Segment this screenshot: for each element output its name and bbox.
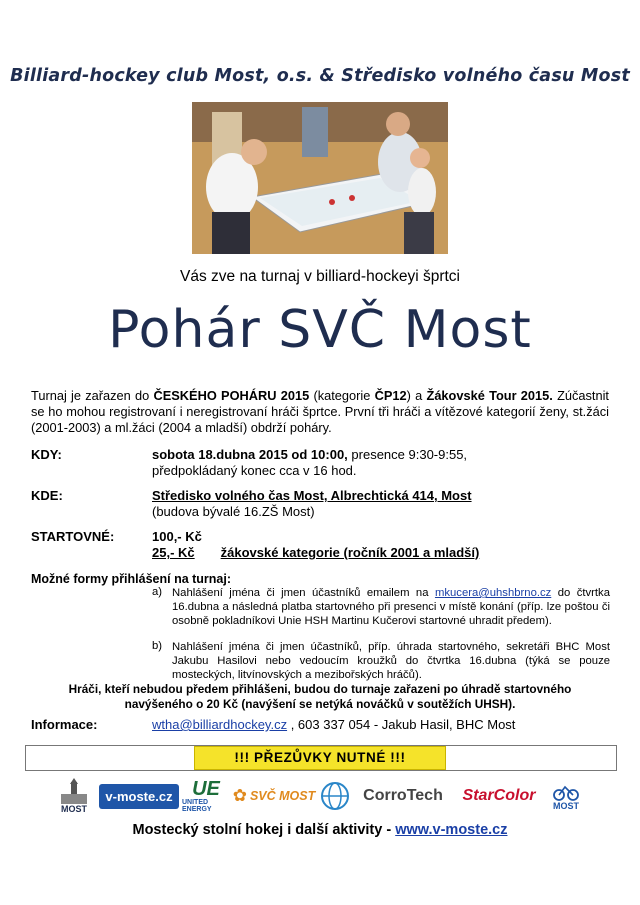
info-email-link[interactable]: wtha@billiardhockey.cz	[152, 717, 288, 732]
option-a-text1: Nahlášení jména či jmen účastníků emailem na	[172, 587, 435, 599]
united-energy-logo	[182, 777, 230, 815]
church-tower-icon	[59, 778, 89, 804]
footer	[0, 822, 640, 838]
info-contact: , 603 337 054 - Jakub Hasil, BHC Most	[287, 717, 516, 732]
most-sport-logo	[545, 777, 587, 815]
registration-heading: Možné formy přihlášení na turnaj:	[31, 572, 232, 586]
flower-icon: ✿	[232, 786, 247, 805]
globe-logo	[318, 777, 352, 815]
footer-link[interactable]: www.v-moste.cz	[395, 822, 508, 838]
late-registration-notice: Hráči, kteří nebudou předem přihlášeni, budou do turnaje zařazeni po úhradě startovného navýšeného o 20 Kč (navýšení se netýká nováčků v soutěžích UHSH).	[68, 682, 572, 711]
invite-text: Vás zve na turnaj v billiard-hockeyi šprtci	[180, 268, 460, 285]
intro-p2: (kategorie	[309, 388, 375, 403]
kdy-label: KDY:	[31, 447, 62, 462]
kde-label: KDE:	[31, 488, 63, 503]
starcolor-logo	[455, 777, 543, 815]
intro-p3: ) a	[406, 388, 427, 403]
kde-note: (budova bývalé 16.ZŠ Most)	[152, 504, 315, 519]
ue-text: UE	[192, 778, 220, 800]
kdy-end: předpokládaný konec cca v 16 hod.	[152, 463, 357, 478]
corrotech-logo	[354, 777, 452, 815]
price-junior: 25,- Kč	[152, 545, 195, 560]
kdy-presence: presence 9:30-9:55,	[347, 447, 468, 462]
option-a-text2: do čtvrtka 16.dubna a následná platba startovného při presenci v místě konání (příp. lze poštou či osobně pokladníkovi Unie HSH Martinu Kučerovi startovné uhradit předem).	[172, 587, 610, 627]
startovne-label: STARTOVNÉ:	[31, 529, 115, 544]
header-title: Billiard-hockey club Most, o.s. & Středisko volného času Most	[10, 66, 630, 86]
starcolor-text: StarColor	[462, 787, 536, 804]
intro-cup: ČESKÉHO POHÁRU 2015	[153, 388, 310, 403]
registration-email-link[interactable]: mkucera@uhshbrno.cz	[434, 587, 552, 599]
most-city-logo	[52, 777, 96, 815]
ue-sub-text: UNITED ENERGY	[182, 799, 212, 813]
globe-icon	[320, 781, 350, 811]
option-b-text: Nahlášení jména či jmen účastníků, příp. úhrada startovného, sekretáři BHC Most Jakubu Hasilovi nebo vedoucím kroužků do čtvrtka 16.dubna (týká se pouze mosteckých, litvínovských a mezibořských hráčů).	[172, 641, 610, 681]
option-a-mark: a)	[152, 586, 163, 598]
info-label: Informace:	[31, 717, 98, 732]
event-photo	[192, 102, 448, 254]
kde-value	[152, 488, 472, 520]
most2-text: MOST	[553, 801, 579, 811]
intro-p4: Zúčastnit se ho mohou registrovaní i neregistrovaní hráči šprtce. První tři hráči a vítězové kategorií ženy, st.žáci (2001-2003) a ml.žáci (2004 a mladší) obdrží poháry.	[31, 388, 609, 435]
intro-paragraph	[31, 388, 609, 436]
intro-tour: Žákovské Tour 2015.	[426, 388, 553, 403]
most-logo-text: MOST	[61, 804, 87, 814]
event-title: Pohár SVČ Most	[108, 300, 532, 360]
price-junior-note: žákovské kategorie (ročník 2001 a mladší)	[220, 545, 480, 560]
kdy-date: sobota 18.dubna 2015 od 10:00,	[152, 447, 348, 462]
option-b-mark: b)	[152, 640, 163, 652]
svc-logo-text: SVČ MOST	[249, 789, 316, 803]
svc-most-logo	[232, 777, 316, 815]
intro-p1: Turnaj je zařazen do	[31, 388, 154, 403]
kdy-value	[152, 447, 467, 479]
option-a-text	[172, 586, 610, 628]
kde-place: Středisko volného čas Most, Albrechtická 414, Most	[152, 488, 472, 503]
footer-text: Mostecký stolní hokej i další aktivity -	[132, 822, 396, 838]
slippers-banner: !!! PŘEZŮVKY NUTNÉ !!!	[194, 746, 446, 770]
corrotech-text: CorroTech	[363, 787, 443, 804]
price-adult: 100,- Kč	[152, 529, 202, 544]
v-moste-text: v-moste.cz	[99, 784, 178, 809]
info-value	[152, 717, 515, 733]
v-moste-logo	[98, 777, 180, 815]
intro-cat: ČP12	[374, 388, 407, 403]
startovne-value	[152, 529, 479, 561]
cyclist-icon	[552, 781, 580, 801]
